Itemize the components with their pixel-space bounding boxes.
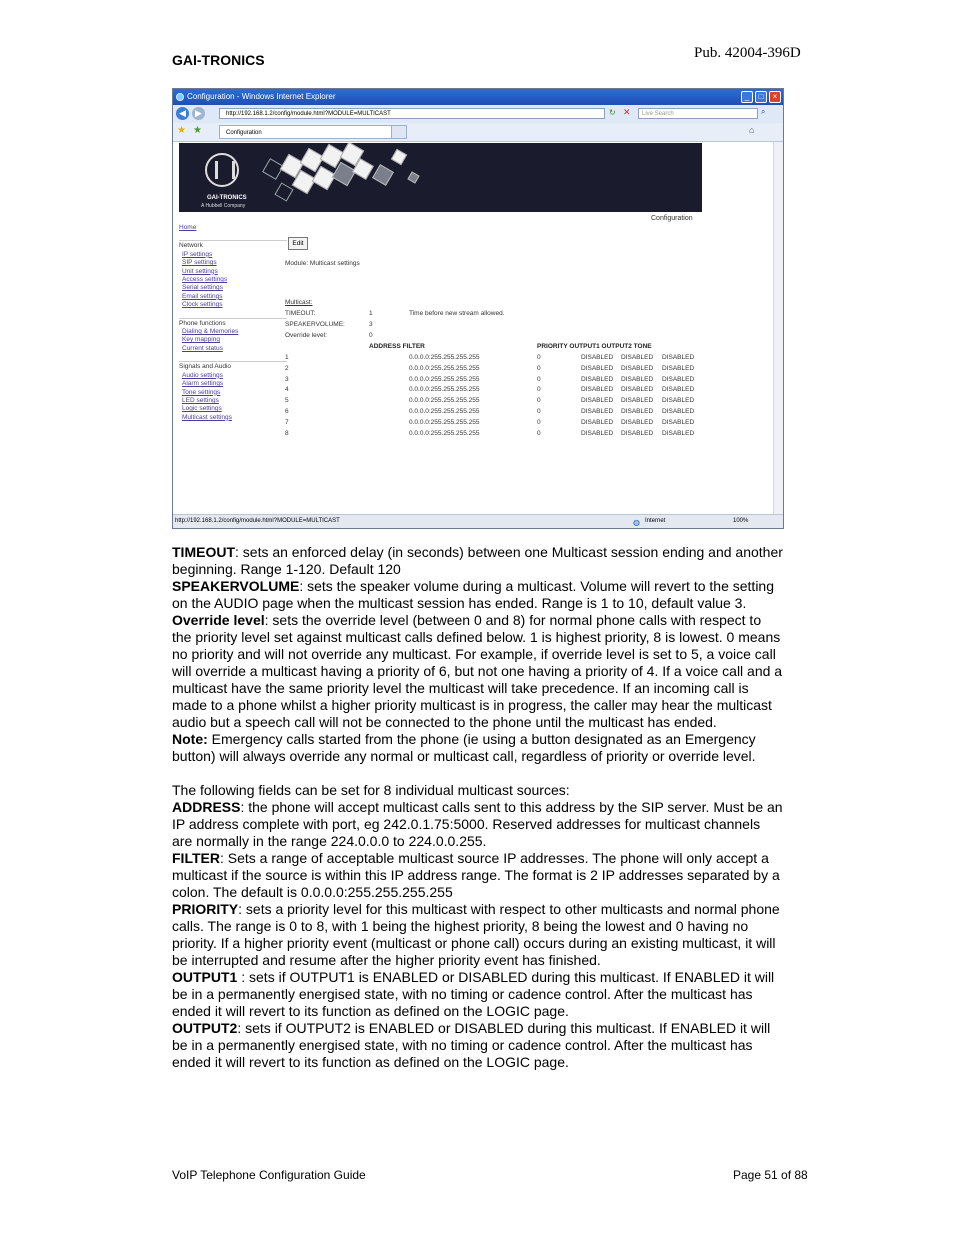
multicast-cell-output1: DISABLED	[581, 354, 614, 361]
nav-group	[179, 240, 287, 309]
address-description: : the phone will accept multicast calls sent to this address by the SIP server. Must be an IP address complete with port, eg 242.0.1.75:5000. Reserved addresses for multicast channels are normally in the range 224.0.0.0 to 224.0.0.255.	[172, 799, 783, 849]
nav-link[interactable]: Access settings	[182, 276, 228, 284]
document-body	[172, 544, 784, 1071]
priority-description: : sets a priority level for this multicast with respect to other multicasts and normal phone calls. The range is 0 to 8, with 1 being the highest priority, 8 being the lowest and 0 having no priority. If a higher priority event (multicast or phone call) occurs during an existing multicast, it will be interrupted and resume after the higher priority event has finished.	[172, 901, 780, 968]
term-priority: PRIORITY	[172, 901, 239, 917]
multicast-cell-output2: DISABLED	[621, 397, 654, 405]
output2-description: : sets if OUTPUT2 is ENABLED or DISABLED during this multicast. If ENABLED it will be in a permanently energised state, with no timing or cadence control. After the multicast has ended it will revert to its function as defined on the LOGIC page.	[172, 1020, 771, 1070]
nav-link[interactable]: Tone settings	[182, 388, 221, 396]
multicast-cell-priority: 0	[537, 386, 541, 394]
multicast-cell-filter: 0.0.0.0:255.255.255.255	[409, 408, 480, 415]
field-name: SPEAKERVOLUME:	[285, 321, 345, 328]
multicast-cell-priority: 0	[537, 375, 541, 383]
multicast-cell-output2: DISABLED	[621, 386, 654, 394]
side-navigation	[179, 224, 287, 422]
multicast-cell-filter: 0.0.0.0:255.255.255.255	[409, 418, 480, 426]
multicast-cell-n: 7	[285, 418, 289, 426]
internet-zone-icon: ◍	[633, 518, 640, 527]
nav-link[interactable]: Serial settings	[182, 284, 223, 292]
multicast-cell-filter: 0.0.0.0:255.255.255.255	[409, 429, 480, 437]
search-icon[interactable]: ⌕	[761, 107, 766, 116]
multicast-cell-output2: DISABLED	[621, 408, 654, 415]
filter-paragraph	[172, 850, 784, 901]
multicast-cell-filter: 0.0.0.0:255.255.255.255	[409, 364, 480, 372]
field-value: 3	[369, 321, 373, 328]
cube-decoration	[407, 171, 419, 183]
field-name: TIMEOUT:	[285, 310, 316, 317]
multicast-cell-tone: DISABLED	[662, 397, 695, 405]
status-zone: Internet	[645, 518, 666, 524]
cube-decoration	[274, 182, 293, 201]
term-speakervolume: SPEAKERVOLUME	[172, 578, 300, 594]
footer-guide-title: VoIP Telephone Configuration Guide	[172, 1168, 366, 1182]
term-output2: OUTPUT2	[172, 1020, 238, 1036]
override-description: : sets the override level (between 0 and 8) for normal phone calls with respect to the priority level set against multicast calls defined below. 1 is highest priority, 8 is lowest. 0 means no priority and will not override any multicast. For example, if override level is set to 5, a voice call will override a multicast having a priority of 6, but not one having a priority of 4. If a voice call and a multicast have the same priority level the multicast will take precedence. If an incoming call is made to a phone whilst a higher priority multicast is in progress, the caller may hear the multicast audio but a speech call will not be connected to the phone until the multicast has ended.	[172, 612, 783, 730]
nav-group	[179, 318, 287, 354]
multicast-cell-n: 4	[285, 386, 289, 394]
maximize-icon[interactable]: □	[755, 91, 767, 103]
nav-link[interactable]: IP settings	[182, 250, 213, 258]
multicast-cell-n: 8	[285, 429, 289, 437]
field-note: Time before new stream allowed.	[409, 310, 505, 317]
status-url: http://192.168.1.2/config/module.html?MODULE=MULTICAST	[175, 518, 340, 524]
nav-link[interactable]: Unit settings	[182, 267, 218, 275]
multicast-cell-output2: DISABLED	[621, 364, 654, 372]
multicast-cell-n: 6	[285, 408, 289, 415]
multicast-cell-output1: DISABLED	[581, 375, 614, 383]
term-note: Note:	[172, 731, 208, 747]
banner-company: GAI-TRONICS	[207, 195, 247, 201]
field-value: 0	[369, 332, 373, 339]
banner-subtitle: A Hubbell Company	[201, 203, 246, 209]
multicast-cell-output1: DISABLED	[581, 418, 614, 426]
nav-link[interactable]: Logic settings	[182, 405, 222, 413]
vertical-scrollbar[interactable]	[773, 142, 783, 514]
gai-tronics-banner	[179, 143, 702, 212]
header-priority-outputs-tone: PRIORITY OUTPUT1 OUTPUT2 TONE	[537, 343, 652, 350]
term-output1: OUTPUT1	[172, 969, 238, 985]
note-description: Emergency calls started from the phone (ie using a button designated as an Emergency button) will always override any normal or multicast call, regardless of priority or override level.	[172, 731, 756, 764]
nav-group	[179, 361, 287, 422]
stop-icon[interactable]: ✕	[623, 107, 631, 117]
multicast-cell-filter: 0.0.0.0:255.255.255.255	[409, 375, 480, 383]
multicast-cell-tone: DISABLED	[662, 386, 695, 394]
filter-description: : Sets a range of acceptable multicast source IP addresses. The phone will only accept a multicast if the source is within this IP address range. The format is 2 IP addresses separated by a colon. The default is 0.0.0.0:255.255.255.255	[172, 850, 780, 900]
nav-link[interactable]: Clock settings	[182, 301, 223, 309]
multicast-cell-tone: DISABLED	[662, 354, 695, 361]
cube-decoration	[391, 149, 407, 165]
multicast-cell-tone: DISABLED	[662, 375, 695, 383]
browser-screenshot	[172, 88, 784, 529]
add-favorites-icon[interactable]: ★	[193, 125, 202, 136]
priority-paragraph	[172, 901, 784, 969]
search-input[interactable]: Live Search	[638, 108, 758, 119]
override-paragraph	[172, 612, 784, 731]
term-filter: FILTER	[172, 850, 220, 866]
home-icon[interactable]: ⌂	[749, 125, 755, 135]
nav-link[interactable]: Email settings	[182, 292, 223, 300]
minimize-icon[interactable]: _	[741, 91, 753, 103]
nav-link[interactable]: LED settings	[182, 396, 219, 404]
nav-group-heading: Signals and Audio	[179, 363, 232, 371]
nav-link[interactable]: Alarm settings	[182, 380, 224, 388]
nav-link[interactable]: Audio settings	[182, 371, 223, 379]
field-value: 1	[369, 310, 373, 317]
field-name: Override level:	[285, 332, 327, 339]
multicast-cell-output1: DISABLED	[581, 429, 614, 437]
multicast-cell-output2: DISABLED	[621, 354, 654, 361]
multicast-cell-output2: DISABLED	[621, 375, 654, 383]
header-publication: Pub. 42004-396D	[694, 45, 801, 61]
term-timeout: TIMEOUT	[172, 544, 235, 560]
fields-intro: The following fields can be set for 8 individual multicast sources:	[172, 782, 570, 798]
tab-bar	[173, 123, 783, 142]
nav-link[interactable]: Dialing & Memories	[182, 328, 239, 336]
multicast-cell-priority: 0	[537, 408, 541, 415]
header-company: GAI-TRONICS	[172, 52, 265, 68]
address-input[interactable]: http://192.168.1.2/config/module.html?MODULE=MULTICAST	[219, 108, 605, 119]
address-paragraph	[172, 799, 784, 850]
output2-paragraph	[172, 1020, 784, 1071]
multicast-cell-filter: 0.0.0.0:255.255.255.255	[409, 386, 480, 394]
gai-tronics-logo-icon	[205, 153, 239, 187]
multicast-cell-output2: DISABLED	[621, 418, 654, 426]
tab-configuration[interactable]: Configuration	[219, 125, 405, 139]
status-zoom[interactable]: 100%	[733, 518, 749, 524]
ie-icon	[176, 93, 184, 101]
module-label: Module: Multicast settings	[285, 260, 360, 267]
nav-group-heading: Phone functions	[179, 319, 226, 327]
term-override-level: Override level	[172, 612, 265, 628]
window-title: Configuration - Windows Internet Explorer	[187, 92, 336, 101]
edit-button[interactable]: Edit	[288, 237, 308, 250]
close-icon[interactable]: ×	[769, 91, 781, 103]
multicast-cell-priority: 0	[537, 429, 541, 437]
nav-link[interactable]: Multicast settings	[182, 413, 232, 421]
multicast-cell-n: 1	[285, 354, 289, 361]
multicast-cell-filter: 0.0.0.0:255.255.255.255	[409, 354, 480, 361]
cube-decoration	[372, 164, 394, 186]
output1-paragraph	[172, 969, 784, 1020]
multicast-cell-tone: DISABLED	[662, 364, 695, 372]
new-tab-button[interactable]	[391, 125, 407, 139]
multicast-cell-tone: DISABLED	[662, 408, 695, 415]
speakervolume-paragraph	[172, 578, 784, 612]
back-icon[interactable]: ◀	[176, 107, 189, 120]
speakervolume-description: : sets the speaker volume during a multicast. Volume will revert to the setting on the AUDIO page when the multicast session has ended. Range is 1 to 10, default value 3.	[172, 578, 774, 611]
multicast-label: Multicast:	[285, 299, 313, 306]
multicast-cell-n: 5	[285, 397, 289, 405]
multicast-cell-priority: 0	[537, 418, 541, 426]
nav-link[interactable]: SIP settings	[182, 259, 217, 267]
multicast-cell-filter: 0.0.0.0:255.255.255.255	[409, 397, 480, 405]
output1-description: : sets if OUTPUT1 is ENABLED or DISABLED during this multicast. If ENABLED it will be in a permanently energised state, with no timing or cadence control. After the multicast has ended it will revert to its function as defined on the LOGIC page.	[172, 969, 775, 1019]
nav-link[interactable]: Current status	[182, 344, 223, 352]
multicast-cell-tone: DISABLED	[662, 418, 695, 426]
web-page	[173, 142, 773, 514]
nav-group-heading: Network	[179, 242, 203, 250]
nav-link[interactable]: Key mapping	[182, 336, 220, 344]
footer-page-number: Page 51 of 88	[733, 1168, 808, 1182]
multicast-cell-priority: 0	[537, 354, 541, 361]
refresh-icon[interactable]: ↻	[609, 108, 616, 117]
multicast-cell-priority: 0	[537, 364, 541, 372]
status-bar	[173, 514, 783, 529]
multicast-cell-output1: DISABLED	[581, 364, 614, 372]
multicast-cell-priority: 0	[537, 397, 541, 405]
term-address: ADDRESS	[172, 799, 241, 815]
multicast-cell-tone: DISABLED	[662, 429, 695, 437]
multicast-cell-output2: DISABLED	[621, 429, 654, 437]
multicast-cell-n: 2	[285, 364, 289, 372]
multicast-cell-output1: DISABLED	[581, 386, 614, 394]
note-paragraph	[172, 731, 784, 765]
timeout-paragraph	[172, 544, 784, 578]
header-address-filter: ADDRESS FILTER	[369, 343, 425, 350]
nav-home-link[interactable]: Home	[179, 224, 197, 231]
window-titlebar	[173, 89, 783, 105]
forward-icon[interactable]: ▶	[192, 107, 205, 120]
multicast-cell-output1: DISABLED	[581, 397, 614, 405]
configuration-label: Configuration	[651, 215, 693, 222]
multicast-cell-output1: DISABLED	[581, 408, 614, 415]
timeout-description: : sets an enforced delay (in seconds) between one Multicast session ending and another beginning. Range 1-120. Default 120	[172, 544, 783, 577]
favorites-star-icon[interactable]: ★	[177, 125, 186, 136]
multicast-cell-n: 3	[285, 375, 289, 383]
address-bar-row	[173, 105, 783, 124]
